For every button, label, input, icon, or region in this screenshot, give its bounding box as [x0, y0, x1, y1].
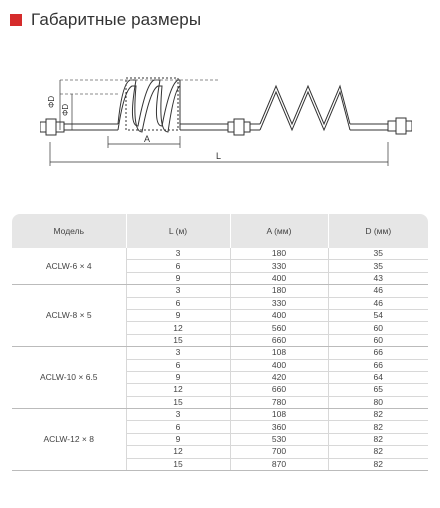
header-model: Модель — [12, 214, 126, 248]
d-cell: 46 — [328, 297, 428, 309]
right-connector — [388, 118, 412, 134]
dimension-a-label: A — [144, 134, 151, 144]
length-cell: 6 — [126, 421, 230, 433]
a-cell: 108 — [230, 347, 328, 359]
a-cell: 870 — [230, 458, 328, 470]
model-cell: ACLW-8 × 5 — [12, 285, 126, 347]
table-row — [12, 347, 428, 359]
d-cell: 66 — [328, 347, 428, 359]
a-cell: 330 — [230, 297, 328, 309]
a-cell: 660 — [230, 384, 328, 396]
phi-d-outer-label: ΦD — [47, 95, 56, 108]
d-cell: 82 — [328, 409, 428, 421]
d-cell: 82 — [328, 421, 428, 433]
a-cell: 420 — [230, 371, 328, 383]
length-cell: 9 — [126, 309, 230, 321]
a-cell: 180 — [230, 285, 328, 297]
d-cell: 35 — [328, 248, 428, 260]
d-cell: 82 — [328, 458, 428, 470]
a-cell: 660 — [230, 334, 328, 346]
a-cell: 360 — [230, 421, 328, 433]
d-cell: 82 — [328, 433, 428, 445]
model-cell: ACLW-12 × 8 — [12, 409, 126, 471]
table-header-row — [12, 214, 428, 248]
a-cell: 560 — [230, 322, 328, 334]
length-cell: 6 — [126, 359, 230, 371]
a-cell: 530 — [230, 433, 328, 445]
a-cell: 108 — [230, 409, 328, 421]
length-cell: 3 — [126, 285, 230, 297]
length-cell: 9 — [126, 371, 230, 383]
phi-d-inner-label: ΦD — [61, 103, 70, 116]
header-a: A (мм) — [230, 214, 328, 248]
a-cell: 180 — [230, 248, 328, 260]
d-cell: 60 — [328, 322, 428, 334]
zigzag-section — [260, 86, 350, 130]
length-cell: 15 — [126, 396, 230, 408]
length-cell: 12 — [126, 322, 230, 334]
a-cell: 400 — [230, 272, 328, 284]
table-row — [12, 409, 428, 421]
table-body — [12, 248, 428, 471]
length-cell: 3 — [126, 248, 230, 260]
d-cell: 46 — [328, 285, 428, 297]
pipe-lines — [64, 124, 388, 130]
left-connector — [40, 119, 64, 135]
a-cell: 400 — [230, 359, 328, 371]
table-row — [12, 248, 428, 260]
length-cell: 6 — [126, 297, 230, 309]
length-cell: 9 — [126, 272, 230, 284]
d-cell: 54 — [328, 309, 428, 321]
middle-connector — [228, 119, 250, 135]
header-d: D (мм) — [328, 214, 428, 248]
length-cell: 12 — [126, 446, 230, 458]
a-cell: 400 — [230, 309, 328, 321]
d-cell: 43 — [328, 272, 428, 284]
model-cell: ACLW-10 × 6.5 — [12, 347, 126, 409]
section-title: Габаритные размеры — [31, 10, 202, 29]
length-cell: 3 — [126, 409, 230, 421]
a-cell: 700 — [230, 446, 328, 458]
d-cell: 35 — [328, 260, 428, 272]
length-cell: 6 — [126, 260, 230, 272]
d-cell: 80 — [328, 396, 428, 408]
dimension-drawing — [40, 66, 412, 174]
length-cell: 3 — [126, 347, 230, 359]
a-cell: 780 — [230, 396, 328, 408]
dimensions-table — [12, 214, 428, 471]
d-cell: 66 — [328, 359, 428, 371]
dimension-l-label: L — [216, 151, 222, 161]
table-row — [12, 285, 428, 297]
length-cell: 15 — [126, 334, 230, 346]
d-cell: 65 — [328, 384, 428, 396]
d-cell: 60 — [328, 334, 428, 346]
length-cell: 9 — [126, 433, 230, 445]
red-square-marker — [10, 14, 22, 26]
coil-section — [118, 78, 180, 132]
d-cell: 64 — [328, 371, 428, 383]
dashed-envelope — [60, 80, 220, 94]
model-cell: ACLW-6 × 4 — [12, 248, 126, 285]
a-cell: 330 — [230, 260, 328, 272]
length-cell: 12 — [126, 384, 230, 396]
length-cell: 15 — [126, 458, 230, 470]
section-header — [10, 9, 201, 31]
d-cell: 82 — [328, 446, 428, 458]
header-length: L (м) — [126, 214, 230, 248]
